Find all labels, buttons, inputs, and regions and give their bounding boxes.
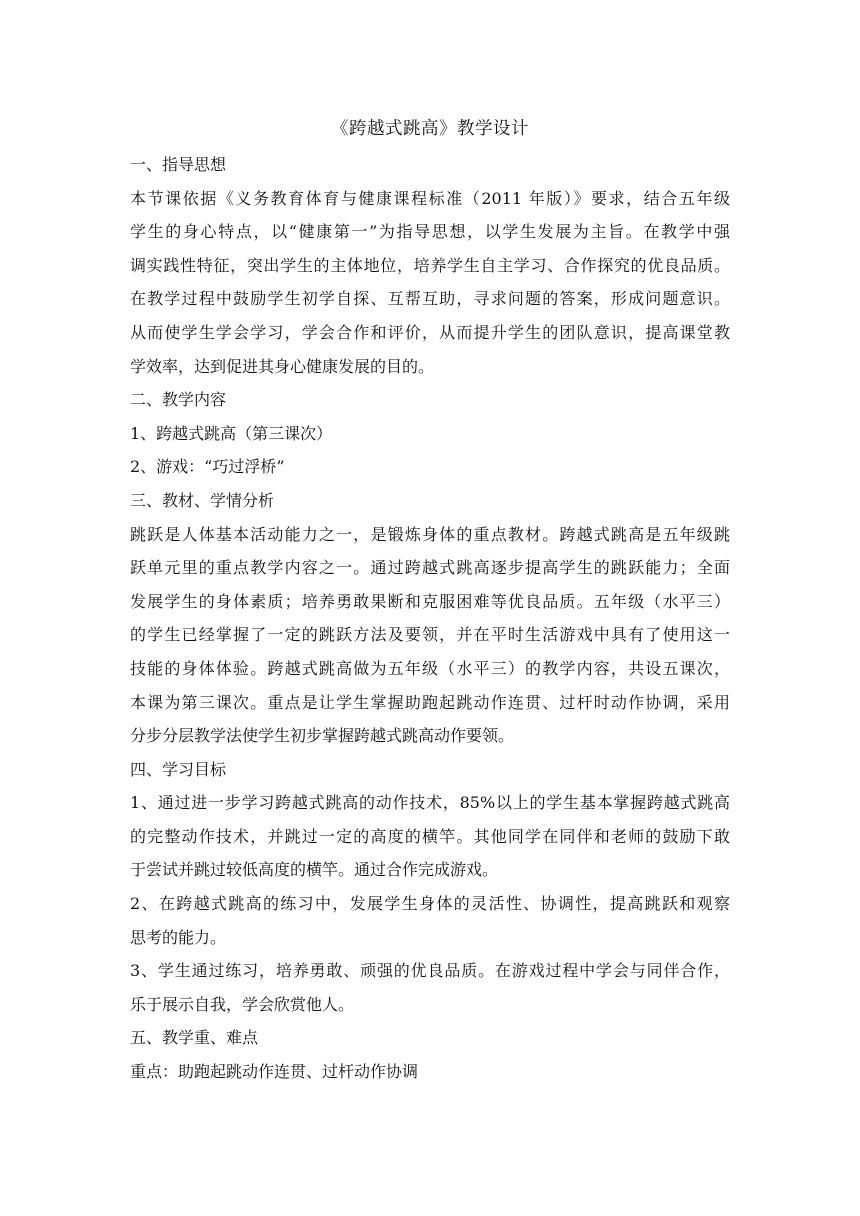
paragraph-line: 调实践性特征，突出学生的主体地位，培养学生自主学习、合作探究的优良品质。 — [130, 255, 730, 275]
section-heading: 二、教学内容 — [130, 390, 227, 410]
paragraph-line: 的学生已经掌握了一定的跳跃方法及要领，并在平时生活游戏中具有了使用这一 — [130, 625, 730, 645]
paragraph-line: 跃单元里的重点教学内容之一。通过跨越式跳高逐步提高学生的跳跃能力；全面 — [130, 558, 730, 578]
paragraph-line: 乐于展示自我，学会欣赏他人。 — [130, 994, 355, 1014]
paragraph-line: 学生的身心特点，以“健康第一”为指导思想，以学生发展为主旨。在教学中强 — [130, 222, 730, 242]
paragraph-line: 发展学生的身体素质；培养勇敢果断和克服困难等优良品质。五年级（水平三） — [130, 591, 730, 611]
section-key-points — [130, 1021, 730, 1088]
section-heading: 三、教材、学情分析 — [130, 490, 275, 510]
section-learning-goals — [130, 753, 730, 1022]
paragraph-line: 的完整动作技术，并跳过一定的高度的横竿。其他同学在同伴和老师的鼓励下敢 — [130, 826, 730, 846]
document-title: 《跨越式跳高》教学设计 — [331, 119, 529, 139]
paragraph-line: 从而使学生学会学习，学会合作和评价，从而提升学生的团队意识，提高课堂教 — [130, 322, 730, 342]
paragraph-line: 分步分层教学法使学生初步掌握跨越式跳高动作要领。 — [130, 726, 515, 746]
list-item: 2、游戏：“巧过浮桥” — [130, 457, 285, 477]
section-material-analysis — [130, 484, 730, 753]
section-heading: 一、指导思想 — [130, 155, 227, 174]
paragraph-line: 于尝试并跳过较低高度的横竿。通过合作完成游戏。 — [130, 860, 499, 880]
paragraph-line: 学效率，达到促进其身心健康发展的目的。 — [130, 356, 435, 376]
section-heading: 四、学习目标 — [130, 759, 227, 779]
paragraph-line: 本课为第三课次。重点是让学生掌握助跑起跳动作连贯、过杆时动作协调，采用 — [130, 692, 730, 712]
paragraph-line: 1、通过进一步学习跨越式跳高的动作技术，85%以上的学生基本掌握跨越式跳高 — [130, 793, 730, 813]
section-guiding-ideology — [130, 148, 730, 383]
paragraph-line: 2、在跨越式跳高的练习中，发展学生身体的灵活性、协调性，提高跳跃和观察 — [130, 894, 730, 914]
paragraph-line: 本节课依据《义务教育体育与健康课程标准（2011 年版）》要求，结合五年级 — [130, 188, 730, 208]
paragraph-line: 思考的能力。 — [130, 927, 227, 947]
section-teaching-content — [130, 383, 730, 484]
paragraph-line: 跳跃是人体基本活动能力之一，是锻炼身体的重点教材。跨越式跳高是五年级跳 — [130, 524, 730, 544]
section-heading: 五、教学重、难点 — [130, 1028, 259, 1048]
paragraph-line: 技能的身体体验。跨越式跳高做为五年级（水平三）的教学内容，共设五课次， — [130, 658, 730, 678]
document-page — [130, 110, 730, 1089]
paragraph-line: 3、学生通过练习，培养勇敢、顽强的优良品质。在游戏过程中学会与同伴合作， — [130, 961, 730, 981]
list-item: 1、跨越式跳高（第三课次） — [130, 423, 333, 443]
paragraph-line: 在教学过程中鼓励学生初学自探、互帮互助，寻求问题的答案，形成问题意识。 — [130, 289, 730, 309]
paragraph-line: 重点：助跑起跳动作连贯、过杆动作协调 — [130, 1062, 419, 1082]
